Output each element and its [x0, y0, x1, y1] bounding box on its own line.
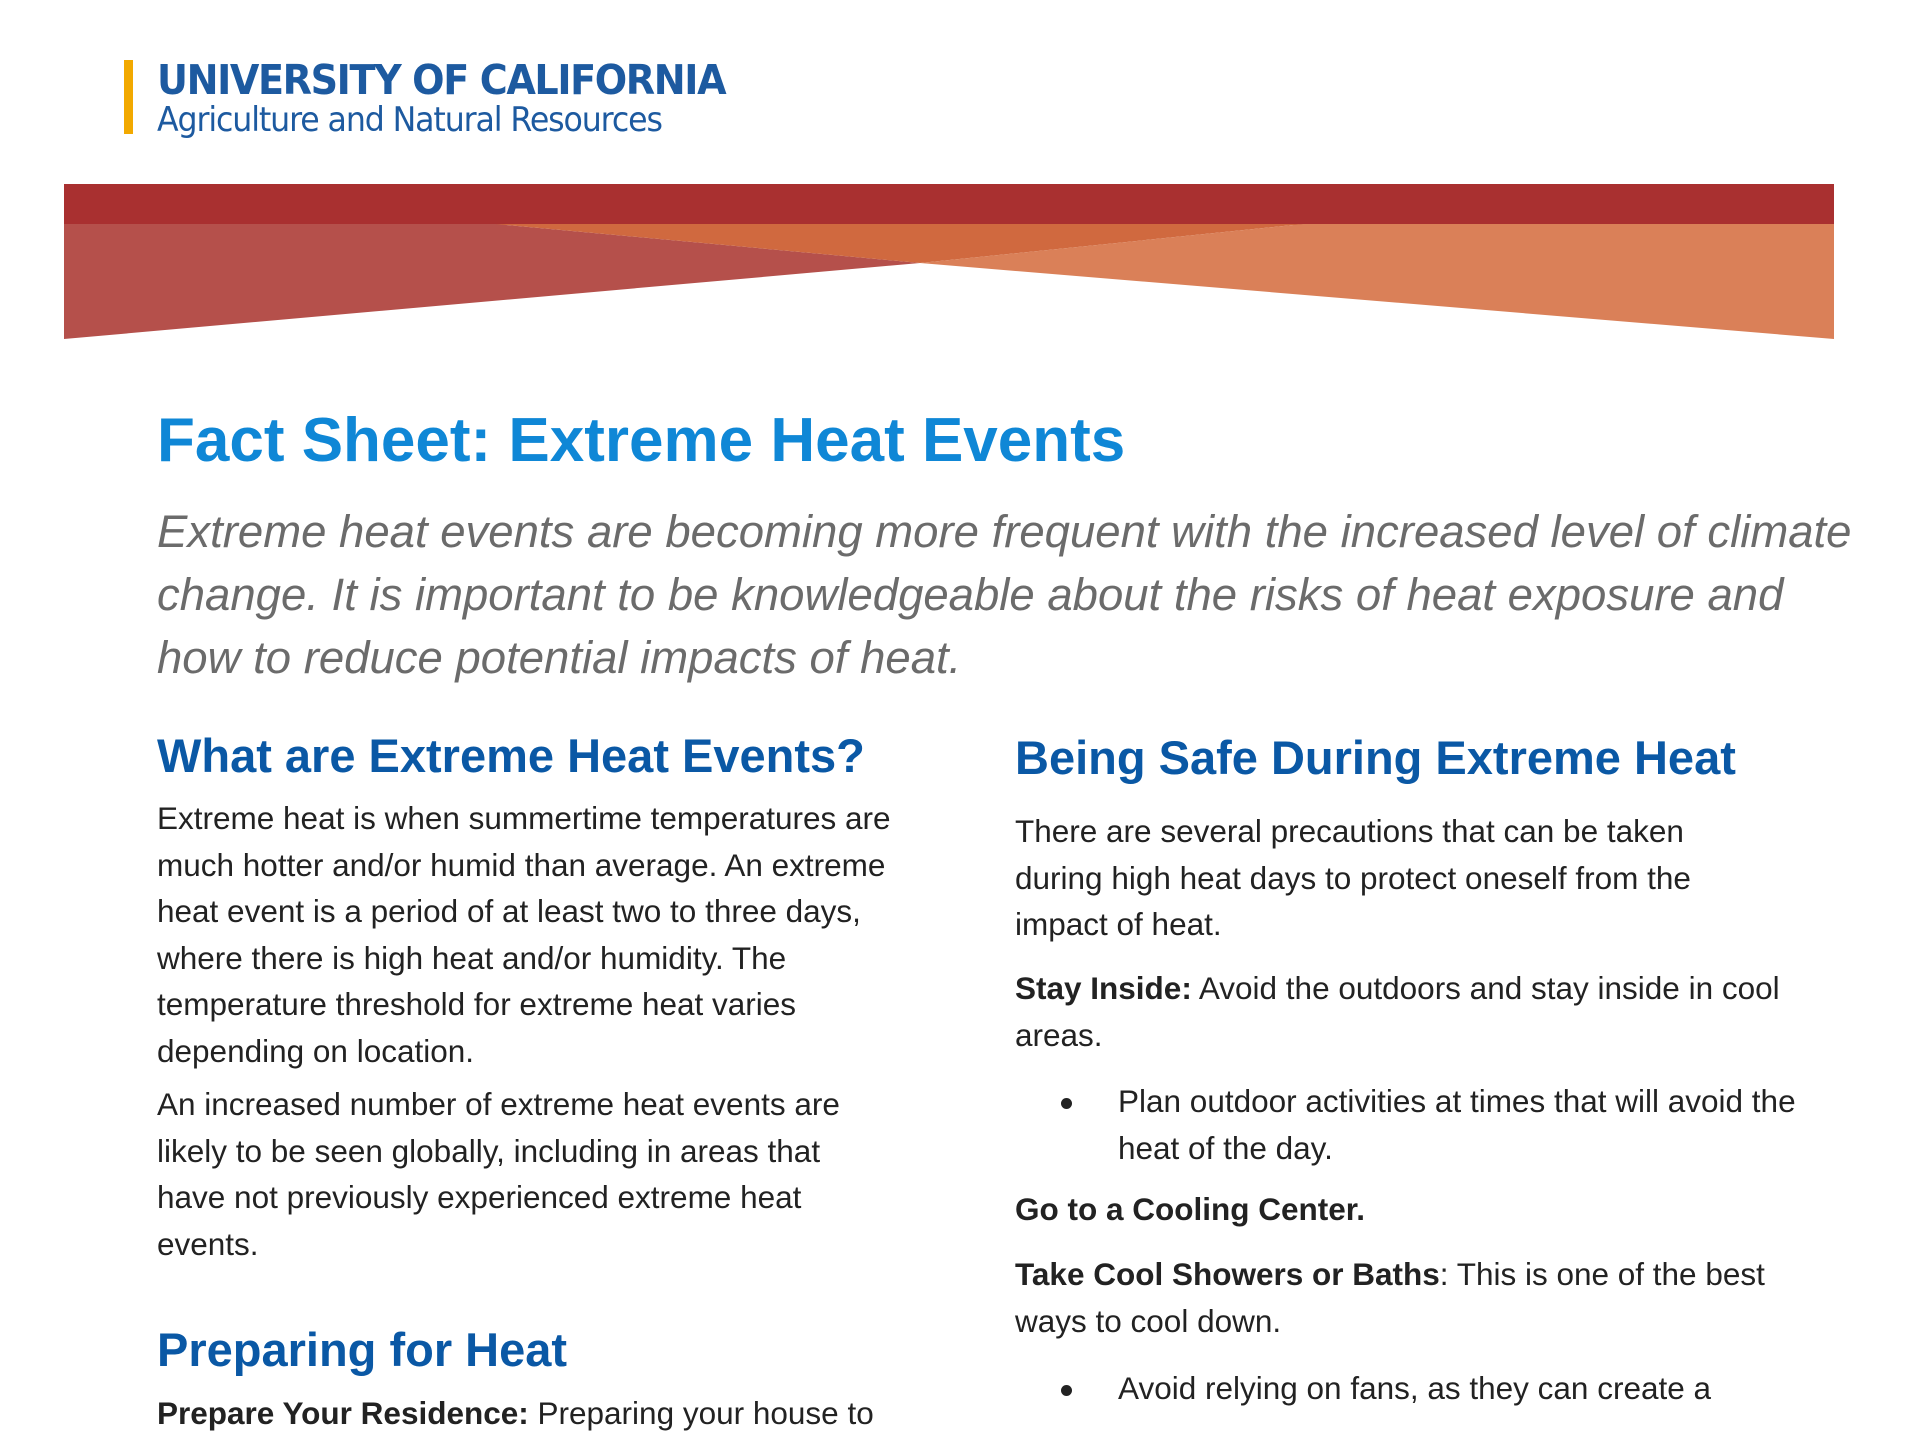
cool-showers-label: Take Cool Showers or Baths: [1015, 1256, 1440, 1292]
logo-university-name: UNIVERSITY OF CALIFORNIA: [157, 56, 726, 104]
bullet-icon: [1061, 1385, 1072, 1396]
paragraph-cool-showers: [1015, 1251, 1805, 1344]
cool-showers-text: : This is one of the best ways to cool down.: [1015, 1256, 1765, 1339]
paragraph-global-increase: An increased number of extreme heat events are likely to be seen globally, including in areas that have not previously experienced extreme heat events.: [157, 1086, 840, 1262]
page-subtitle: Extreme heat events are becoming more frequent with the increased level of climate change. It is important to be knowledgeable about the risks of heat exposure and how to reduce potential impacts of heat.: [157, 506, 1852, 683]
stay-inside-label: Stay Inside:: [1015, 970, 1192, 1006]
header-banner: [0, 0, 1920, 360]
cooling-center-label: Go to a Cooling Center.: [1015, 1191, 1366, 1227]
paragraph-prepare-residence: [157, 1390, 947, 1437]
paragraph-precautions-intro: There are several precautions that can be taken during high heat days to protect oneself from the impact of heat.: [1015, 813, 1691, 942]
bullet-icon: [1061, 1098, 1072, 1109]
section-heading-being-safe: Being Safe During Extreme Heat: [1015, 731, 1736, 784]
page-title: Fact Sheet: Extreme Heat Events: [157, 406, 1126, 475]
paragraph-cooling-center: [1015, 1186, 1805, 1233]
stay-inside-text: Avoid the outdoors and stay inside in cool areas.: [1015, 970, 1780, 1053]
paragraph-stay-inside: [1015, 965, 1805, 1058]
prepare-residence-label: Prepare Your Residence:: [157, 1395, 529, 1431]
paragraph-definition: Extreme heat is when summertime temperatures are much hotter and/or humid than average. An extreme heat event is a period of at least two to three days, where there is high heat and/or humidity. The temperature threshold for extreme heat varies depending on location.: [157, 800, 891, 1069]
bullet-text: Plan outdoor activities at times that will avoid the heat of the day.: [1118, 1083, 1796, 1166]
logo-division-name: Agriculture and Natural Resources: [157, 100, 662, 140]
section-heading-what-are-extreme-heat-events: What are Extreme Heat Events?: [157, 729, 865, 782]
section-heading-preparing-for-heat: Preparing for Heat: [157, 1323, 568, 1376]
bullet-text: Avoid relying on fans, as they can create a: [1118, 1370, 1712, 1406]
prepare-residence-text: Preparing your house to: [528, 1395, 874, 1431]
